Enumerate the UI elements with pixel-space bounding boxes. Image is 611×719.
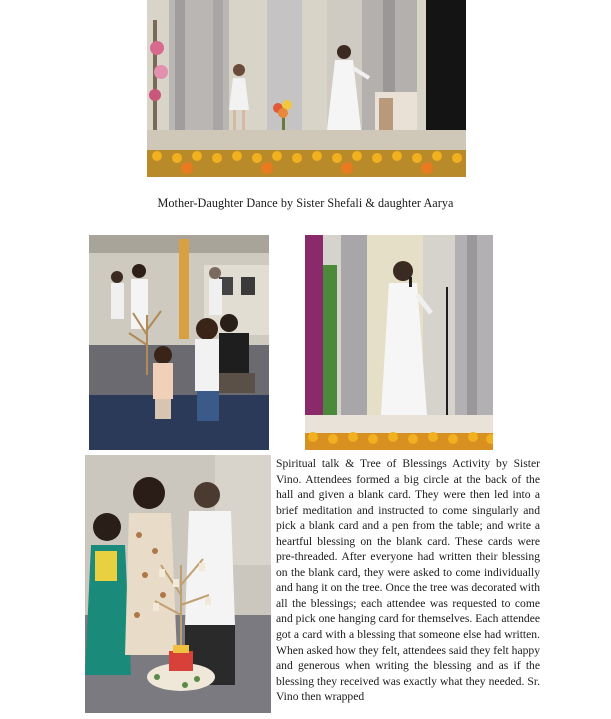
blessing-tree-children-photo bbox=[89, 235, 269, 450]
dance-caption: Mother-Daughter Dance by Sister Shefali & daughter Aarya bbox=[157, 196, 454, 210]
activity-description: Spiritual talk & Tree of Blessings Activity by Sister Vino. Attendees formed a big circle at the back of the hall and given a blank card. They were then led into a brief meditation and instructed to come singularly and pick a blank card and a pen from the table; and write a heartful blessing on the blank card. These cards were pre-threaded. After everyone had written their blessing on the blank card, they were asked to come individually and hang it on the tree. Once the tree was decorated with all the blessings; each attendee was requested to come and pick one hanging card for themselves. Each attendee got a card with a blessing that someone else had written. When asked how they felt, attendees said they felt happy and generous when writing the blessing and as if the blessing they received was exactly what they needed. Sr. Vino then wrapped bbox=[276, 457, 540, 704]
dance-stage-photo bbox=[147, 0, 466, 177]
speaker-microphone-photo bbox=[305, 235, 493, 450]
hanging-cards-photo bbox=[85, 455, 271, 713]
